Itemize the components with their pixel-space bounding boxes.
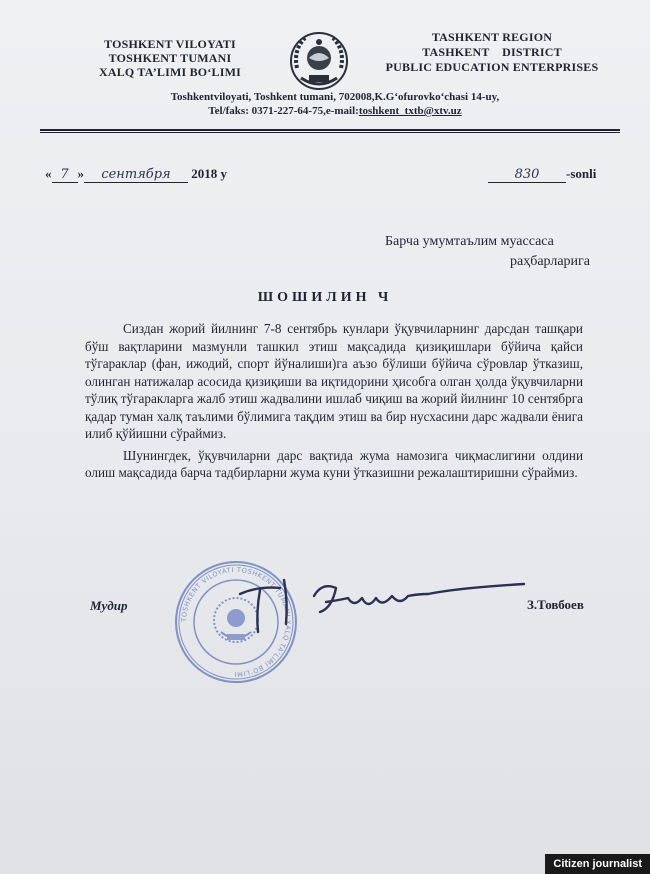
letterhead-left-line: TOSHKENT VILOYATI <box>104 37 236 51</box>
stamp-text: TOSHKENT VILOYATI TOSHKENT TUMANI XALQ TA’LIMI BO‘LIMI <box>179 565 293 679</box>
date-year: 2018 y <box>191 166 227 181</box>
date-line <box>45 166 227 183</box>
handwritten-signature <box>228 572 528 642</box>
recipient-line: Барча умумтаълим муассаса <box>385 234 554 249</box>
document-number-line <box>488 166 596 183</box>
contacts-prefix: Tel/faks: 0371-227-64-75,e-mail: <box>208 105 359 117</box>
recipient-line: раҳбарларига <box>509 254 590 269</box>
date-close-quote: » <box>77 166 84 181</box>
letterhead-right <box>362 30 622 75</box>
letterhead-left-line: TOSHKENT TUMANI <box>108 51 232 65</box>
contacts-line <box>100 104 570 118</box>
date-open-quote: « <box>45 166 52 181</box>
email-link[interactable]: toshkent_txtb@xtv.uz <box>358 105 462 117</box>
date-day: 7 <box>52 167 78 183</box>
letterhead-divider-thin <box>40 132 620 133</box>
letterhead-right-line: TASHKENT DISTRICT <box>422 45 562 59</box>
document-number: 830 <box>488 167 566 183</box>
address-line: Toshkentviloyati, Toshkent tumani, 702008,K.G‘ofurovko‘chasi 14-uy, <box>170 91 500 103</box>
document-title: ШОШИЛИН Ч <box>257 290 393 305</box>
letterhead-address <box>100 90 570 118</box>
document-number-suffix: -sonli <box>566 166 597 181</box>
recipient-block <box>385 232 610 272</box>
body-paragraph: Шунингдек, ўқувчиларни дарс вақтида жума намозига чиқмаслигини олдини олиш мақсадида барча тадбирларни жума куни ўтказишни режалаштиришни сўраймиз. <box>85 447 583 480</box>
state-emblem-icon <box>287 28 351 94</box>
letterhead-divider <box>40 129 620 131</box>
date-month: сентября <box>84 167 188 183</box>
signatory-position: Мудир <box>90 598 128 613</box>
document-body <box>85 320 583 482</box>
letterhead-left-line: XALQ TA’LIMI BO‘LIMI <box>98 65 241 79</box>
letterhead-right-line: PUBLIC EDUCATION ENTERPRISES <box>385 60 599 74</box>
letterhead-left <box>70 37 270 79</box>
signatory-name: З.Товбоев <box>527 597 584 612</box>
photo-credit-badge: Citizen journalist <box>545 854 650 874</box>
letterhead-right-line: TASHKENT REGION <box>431 30 553 44</box>
body-paragraph: Сиздан жорий йилнинг 7-8 сентябрь кунлари ўқувчиларнинг дарсдан ташқари бўш вақтларини мазмунли ташкил этиш мақсадида қизиқишлари бўйича қайси тўгараклар (фан, ижодий, спорт йўналиши)га аъзо бўлиши бўйича сўровлар ўтказиш, олинган натижалар асосида қизиқиши ва иқтидорини ҳисобга олган ҳолда ўқувчиларни тўлиқ тўгаракларга жалб этиш жадвалини ишлаб чиқиш ва жорий йилнинг 10 сентябрга қадар туман халқ таълими бўлимига тақдим этиш ва бир нусхасини дарс жадвали ёнига илиб қўйишни сўраймиз. <box>85 321 583 441</box>
